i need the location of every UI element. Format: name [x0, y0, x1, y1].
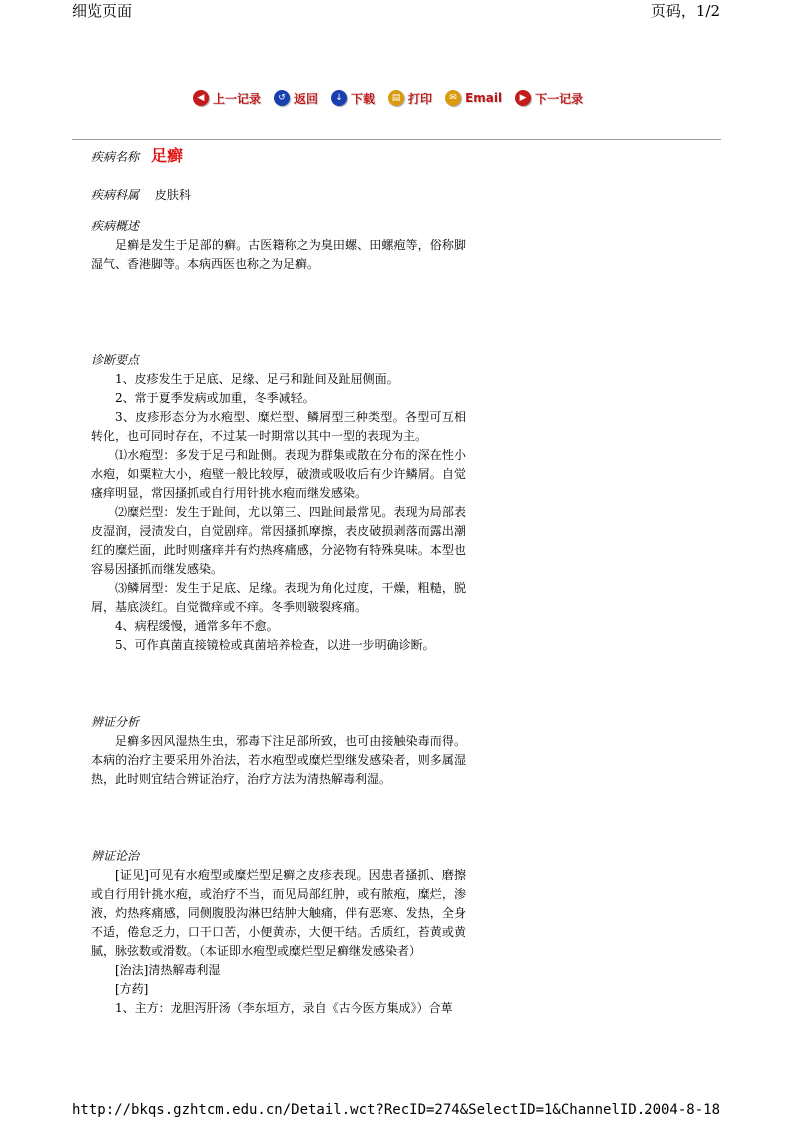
analysis-text: 足癣多因风湿热生虫，邪毒下注足部所致，也可由接触染毒而得。本病的治疗主要采用外治法，若水疱型或糜烂型继发感染者，则多属湿热，此时则宜结合辨证治疗，治疗方法为清热解毒利湿。: [91, 734, 466, 786]
treatment-item: [方药]: [115, 982, 149, 996]
download-label: 下载: [351, 91, 376, 106]
print-button[interactable]: [388, 90, 432, 107]
back-label: 返回: [294, 91, 319, 106]
next-record-button[interactable]: [515, 90, 583, 107]
page-url: http://bkqs.gzhtcm.edu.cn/Detail.wct?RecID=274&SelectID=1&ChannelID...: [72, 1102, 663, 1118]
prev-record-label: 上一记录: [213, 91, 262, 106]
disease-name-label: 疾病名称: [91, 150, 140, 164]
record-toolbar: [193, 88, 596, 108]
overview-text: 足癣是发生于足部的癣。古医籍称之为臭田螺、田螺疱等，俗称脚湿气、香港脚等。本病西医也称之为足癣。: [91, 238, 466, 271]
disease-dept-row: [91, 186, 466, 205]
diagnosis-item: 1、皮疹发生于足底、足缘、足弓和趾间及趾屈侧面。: [115, 372, 399, 386]
page-header-title: 细览页面: [72, 2, 133, 20]
back-button[interactable]: [274, 90, 318, 107]
page-number: 页码，1/2: [650, 2, 720, 20]
download-button[interactable]: [331, 90, 375, 107]
prev-record-icon: ◀: [193, 90, 209, 106]
diagnosis-item: 3、皮疹形态分为水疱型、糜烂型、鳞屑型三种类型。各型可互相转化，也可同时存在，不过某一时期常以其中一型的表现为主。: [91, 410, 466, 443]
treatment-section: [91, 847, 466, 1018]
diagnosis-label: 诊断要点: [91, 353, 140, 367]
treatment-item: [证见]可见有水疱型或糜烂型足癣之皮疹表现。因患者搔抓、磨擦或自行用针挑水疱，或治疗不当，而见局部红肿，或有脓疱，糜烂，渗液，灼热疼痛感，同侧腹股沟淋巴结肿大触痛，伴有恶寒、发热，全身不适，倦怠乏力，口干口苦，小便黄赤，大便干结。舌质红，苔黄或黄腻，脉弦数或滑数。（本证即水疱型或糜烂型足癣继发感染者）: [91, 868, 466, 958]
diagnosis-section: [91, 351, 466, 655]
analysis-section: [91, 713, 466, 789]
diagnosis-item: ⑶鳞屑型：发生于足底、足缘。表现为角化过度，干燥，粗糙，脱屑，基底淡红。自觉微痒或不痒。冬季则皲裂疼痛。: [91, 581, 466, 614]
disease-name: 足癣: [151, 146, 184, 165]
diagnosis-item: 4、病程缓慢，通常多年不愈。: [115, 619, 279, 633]
print-icon: ▤: [388, 90, 404, 106]
header-divider: [72, 139, 721, 140]
print-date: 2004-8-18: [644, 1102, 720, 1118]
print-label: 打印: [408, 91, 433, 106]
diagnosis-item: ⑵糜烂型：发生于趾间，尤以第三、四趾间最常见。表现为局部表皮湿润，浸渍发白，自觉剧痒。常因搔抓摩擦，表皮破损剥落而露出潮红的糜烂面，此时则瘙痒并有灼热疼痛感，分泌物有特殊臭味。本型也容易因搔抓而继发感染。: [91, 505, 466, 576]
overview-label: 疾病概述: [91, 219, 140, 233]
overview-section: [91, 217, 466, 274]
disease-dept-label: 疾病科属: [91, 188, 140, 202]
email-label: Email: [465, 91, 503, 105]
download-icon: ↓: [331, 90, 347, 106]
email-icon: ✉: [445, 90, 461, 106]
diagnosis-item: 5、可作真菌直接镜检或真菌培养检查，以进一步明确诊断。: [115, 638, 435, 652]
prev-record-button[interactable]: [193, 90, 261, 107]
back-icon: ↺: [274, 90, 290, 106]
record-content: [91, 144, 466, 1018]
diagnosis-item: ⑴水疱型：多发于足弓和趾侧。表现为群集或散在分布的深在性小水疱，如粟粒大小，疱壁一般比较厚，破溃或吸收后有少许鳞屑。自觉瘙痒明显，常因搔抓或自行用针挑水疱而继发感染。: [91, 448, 466, 500]
email-button[interactable]: [445, 90, 502, 106]
analysis-label: 辨证分析: [91, 715, 140, 729]
disease-dept: 皮肤科: [154, 188, 191, 202]
treatment-label: 辨证论治: [91, 849, 140, 863]
treatment-item: [治法]清热解毒利湿: [115, 963, 221, 977]
disease-name-row: [91, 146, 466, 172]
next-record-icon: ▶: [515, 90, 531, 106]
next-record-label: 下一记录: [535, 91, 584, 106]
diagnosis-item: 2、常于夏季发病或加重，冬季减轻。: [115, 391, 315, 405]
treatment-item: 1、主方：龙胆泻肝汤（李东垣方，录自《古今医方集成》）合萆: [115, 1001, 453, 1015]
